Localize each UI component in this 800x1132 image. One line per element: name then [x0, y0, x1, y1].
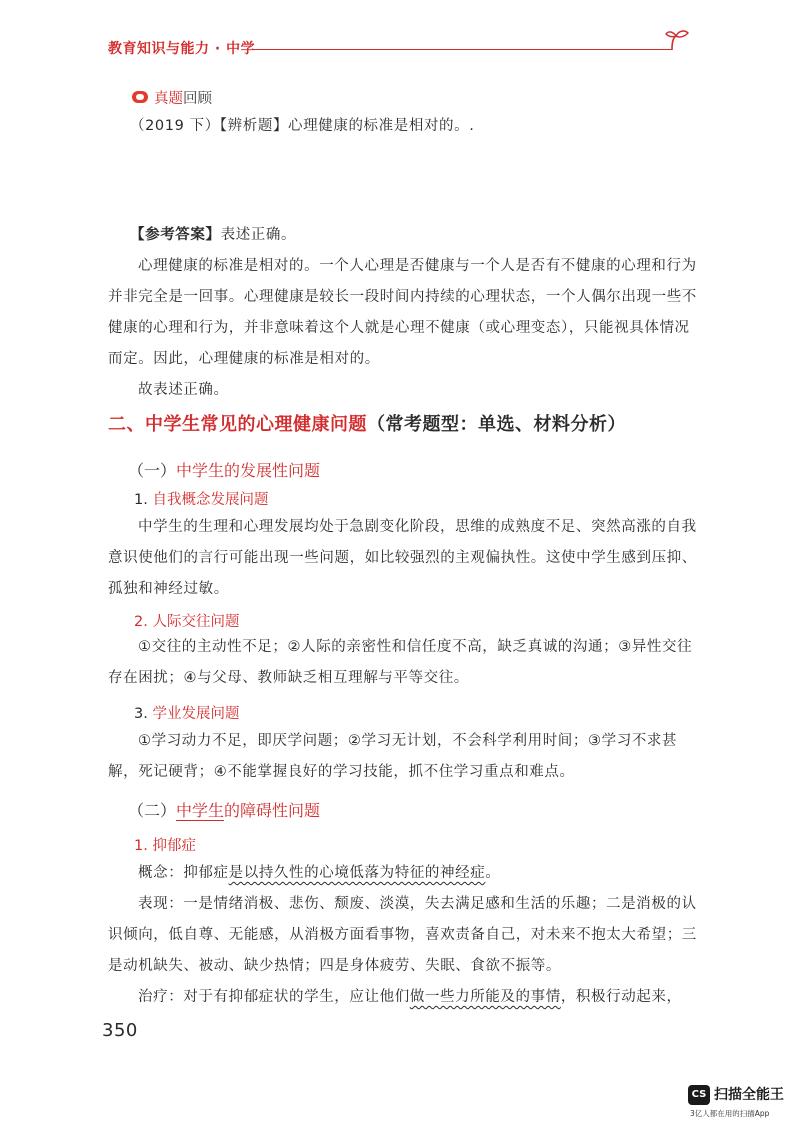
subsection-number: （二） [128, 801, 177, 820]
item-heading-depression: 1. 抑郁症 [134, 838, 196, 854]
subsection-heading-1 [128, 458, 320, 481]
header-rule [252, 49, 672, 50]
exam-review [108, 84, 698, 135]
page-header [0, 0, 800, 60]
item-heading-academic: 3. 学业发展问题 [134, 706, 240, 722]
watermark-name: 扫描全能王 [714, 1087, 784, 1103]
sprout-icon [664, 28, 690, 52]
review-label-suffix: 回顾 [183, 90, 212, 107]
item-heading-interpersonal: 2. 人际交往问题 [134, 614, 240, 630]
depression-details [108, 858, 698, 1013]
answer-label: 【参考答案】 [130, 227, 221, 243]
camscanner-logo-icon: CS [688, 1085, 710, 1105]
answer-heading [130, 220, 698, 251]
subsection-heading-2: （二）中学生的障碍性问题 [128, 801, 321, 820]
review-eye-icon [132, 91, 148, 103]
depression-treatment: 治疗：对于有抑郁症状的学生，应让他们做一些力所能及的事情，积极行动起来， [138, 989, 682, 1005]
depression-concept: 概念：抑郁症是以持久性的心境低落为特征的神经症。 [138, 865, 501, 881]
answer-paragraph: 心理健康的标准是相对的。一个人心理是否健康与一个人是否有不健康的心理和行为并非完全是一回事。心理健康是较长一段时间内持续的心理状态，一个人偶尔出现一些不健康的心理和行为，并非意味着这个人就是心理不健康（或心理变态），只能视具体情况而定。因此，心理健康的标准是相对的。 [108, 258, 697, 367]
subsection-title: 中学生的发展性问题 [176, 461, 321, 480]
depression-symptoms: 表现：一是情绪消极、悲伤、颓废、淡漠，失去满足感和生活的乐趣；二是消极的认识倾向，低自尊、无能感，从消极方面看事物，喜欢责备自己，对未来不抱太大希望；三是动机缺失、被动、缺少热情；四是身体疲劳、失眠、食欲不振等。 [108, 896, 697, 974]
item-body-interpersonal: ①交往的主动性不足；②人际的亲密性和信任度不高，缺乏真诚的沟通；③异性交往存在困扰；④与父母、教师缺乏相互理解与平等交往。 [108, 639, 693, 686]
review-label: 真题 [154, 90, 183, 107]
answer-verdict: 表述正确。 [220, 227, 297, 243]
subsection-number: （一） [128, 461, 177, 480]
item-body-academic: ①学习动力不足，即厌学问题；②学习无计划，不会科学利用时间；③学习不求甚解，死记硬背；④不能掌握良好的学习技能，抓不住学习重点和难点。 [108, 733, 678, 780]
item-heading-self-concept: 1. 自我概念发展问题 [134, 492, 269, 508]
section-note: （常考题型：单选、材料分析） [367, 414, 626, 435]
page-number: 350 [102, 1020, 138, 1041]
section-title: 二、中学生常见的心理健康问题 [108, 414, 367, 435]
scanner-watermark [688, 1082, 798, 1122]
item-body-self-concept: 中学生的生理和心理发展均处于急剧变化阶段，思维的成熟度不足、突然高涨的自我意识使他们的言行可能出现一些问题，如比较强烈的主观偏执性。这使中学生感到压抑、孤独和神经过敏。 [108, 519, 697, 597]
header-title: 教育知识与能力 · 中学 [108, 41, 256, 57]
reference-answer [108, 220, 698, 406]
section-heading [108, 410, 626, 436]
answer-conclusion: 故表述正确。 [138, 382, 229, 398]
review-heading [108, 84, 698, 110]
review-question: （2019 下）【辨析题】心理健康的标准是相对的。. [130, 118, 475, 134]
watermark-tagline: 3亿人都在用的扫描App [690, 1109, 770, 1118]
